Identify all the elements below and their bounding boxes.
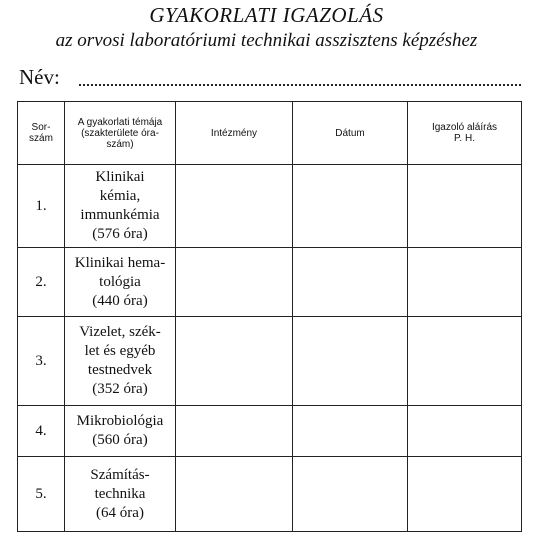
topic-line: Vizelet, szék- xyxy=(79,324,161,340)
institution-cell[interactable] xyxy=(176,457,293,532)
topic-line: technika xyxy=(94,485,146,502)
header-line: P. H. xyxy=(454,133,475,144)
table-row xyxy=(18,248,522,317)
row-number: 3. xyxy=(18,317,65,406)
header-line: Intézmény xyxy=(210,127,258,139)
column-header-serial xyxy=(18,102,65,165)
date-cell[interactable] xyxy=(293,457,408,532)
topic-line: (64 óra) xyxy=(96,504,144,521)
topic-line: let és egyéb xyxy=(84,343,156,359)
date-cell[interactable] xyxy=(293,165,408,248)
date-cell[interactable] xyxy=(293,406,408,457)
header-line: Igazoló aláírás xyxy=(431,122,498,133)
header-line: (szakterülete óra- xyxy=(81,127,159,139)
header-line: Dátum xyxy=(335,127,365,139)
column-header-signature xyxy=(408,102,522,165)
document-title: GYAKORLATI IGAZOLÁS xyxy=(149,3,384,27)
topic-line: testnedvek xyxy=(87,362,153,378)
name-dotted-line[interactable] xyxy=(79,84,521,86)
institution-cell[interactable] xyxy=(176,165,293,248)
row-number: 4. xyxy=(18,406,65,457)
document-subtitle: az orvosi laboratóriumi technikai asszisztens képzéshez xyxy=(55,30,478,51)
header-line: Sor- xyxy=(31,122,51,133)
topic-line: (352 óra) xyxy=(92,381,148,397)
topic-line: Klinikai xyxy=(95,169,145,185)
row-topic xyxy=(65,317,176,406)
row-topic xyxy=(65,457,176,532)
signature-cell[interactable] xyxy=(408,317,522,406)
column-header-date xyxy=(293,102,408,165)
name-field-row xyxy=(19,65,521,91)
column-header-institution xyxy=(176,102,293,165)
topic-line: immunkémia xyxy=(80,207,160,223)
header-line: szám) xyxy=(106,138,134,150)
row-number: 2. xyxy=(18,248,65,317)
table-row xyxy=(18,457,522,532)
table-row xyxy=(18,317,522,406)
topic-line: Számítás- xyxy=(90,466,150,483)
topic-line: tológia xyxy=(99,273,141,290)
name-label: Név: xyxy=(19,65,60,89)
topic-line: Klinikai hema- xyxy=(74,254,166,271)
date-cell[interactable] xyxy=(293,317,408,406)
table-row xyxy=(18,165,522,248)
practice-table xyxy=(17,101,522,532)
signature-cell[interactable] xyxy=(408,165,522,248)
table-row xyxy=(18,406,522,457)
signature-cell[interactable] xyxy=(408,248,522,317)
row-number: 5. xyxy=(18,457,65,532)
table-header-row xyxy=(18,102,522,165)
row-topic xyxy=(65,165,176,248)
institution-cell[interactable] xyxy=(176,317,293,406)
row-number: 1. xyxy=(18,165,65,248)
row-topic xyxy=(65,406,176,457)
column-header-topic xyxy=(65,102,176,165)
signature-cell[interactable] xyxy=(408,457,522,532)
topic-line: (560 óra) xyxy=(92,432,148,448)
topic-line: Mikrobiológia xyxy=(76,413,164,429)
institution-cell[interactable] xyxy=(176,406,293,457)
header-line: A gyakorlati témája xyxy=(77,116,163,128)
signature-cell[interactable] xyxy=(408,406,522,457)
topic-line: kémia, xyxy=(99,188,141,204)
topic-line: (576 óra) xyxy=(92,226,148,242)
header-line: szám xyxy=(29,133,53,144)
row-topic xyxy=(65,248,176,317)
date-cell[interactable] xyxy=(293,248,408,317)
topic-line: (440 óra) xyxy=(92,292,148,309)
institution-cell[interactable] xyxy=(176,248,293,317)
